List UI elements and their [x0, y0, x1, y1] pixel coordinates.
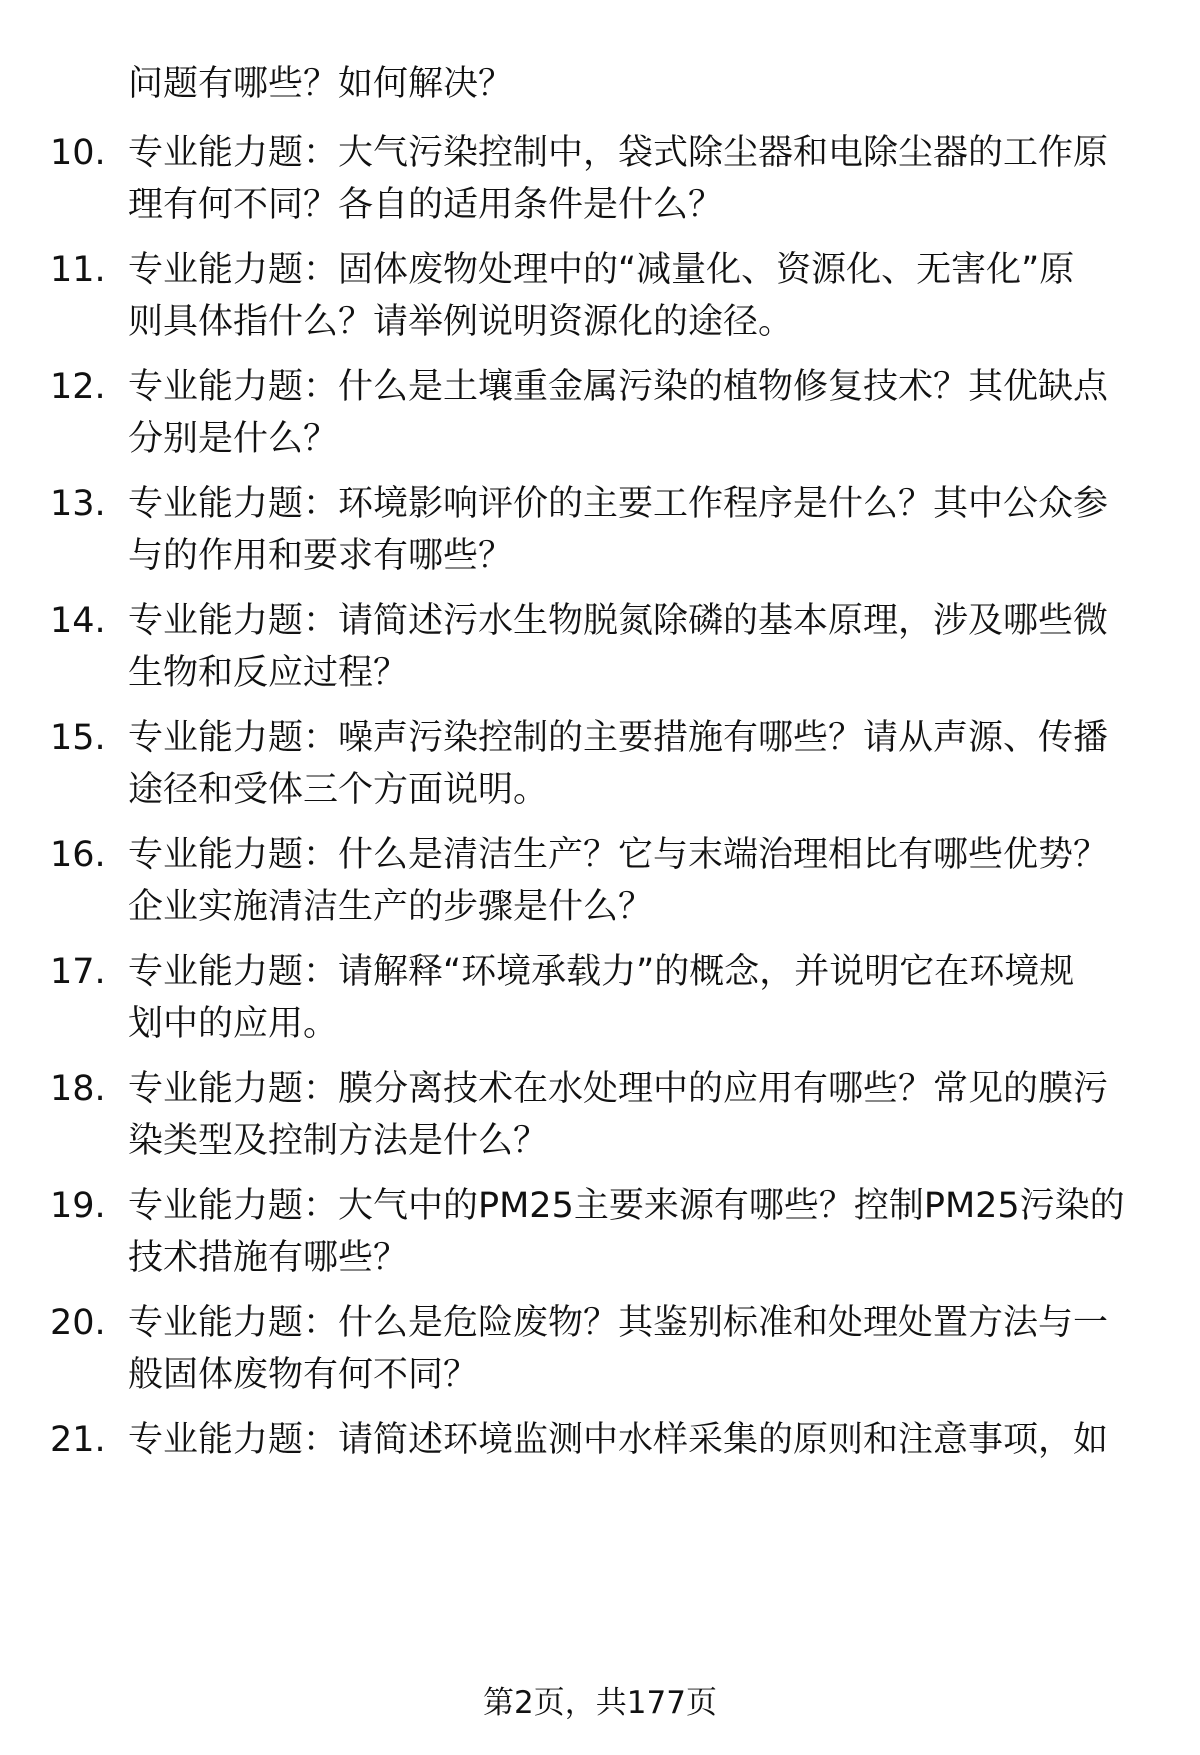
question-text-line-1: 专业能力题：膜分离技术在水处理中的应用有哪些？常见的膜污	[128, 1069, 1109, 1109]
question-number: 12.	[50, 367, 106, 407]
question-text-line-2: 生物和反应过程？	[128, 653, 409, 693]
question-text-line-2: 分别是什么？	[128, 419, 339, 459]
question-text-line-2: 企业实施清洁生产的步骤是什么？	[128, 887, 654, 927]
question-number: 16.	[50, 835, 106, 875]
question-number: 21.	[50, 1420, 106, 1460]
question-text-line-1: 专业能力题：固体废物处理中的“减量化、资源化、无害化”原	[128, 250, 1075, 290]
question-number: 10.	[50, 133, 106, 173]
question-text-line-1: 专业能力题：请解释“环境承载力”的概念，并说明它在环境规	[128, 952, 1075, 992]
question-text-line-2: 技术措施有哪些？	[128, 1238, 409, 1278]
question-text-line-2: 般固体废物有何不同？	[128, 1355, 479, 1395]
question-number: 19.	[50, 1186, 106, 1226]
question-number: 11.	[50, 250, 106, 290]
question-number: 18.	[50, 1069, 106, 1109]
question-text-line-2: 途径和受体三个方面说明。	[128, 770, 549, 810]
question-text-line-1: 专业能力题：什么是危险废物？其鉴别标准和处理处置方法与一	[128, 1303, 1109, 1343]
question-number: 13.	[50, 484, 106, 524]
continuation-line: 问题有哪些？如何解决？	[128, 64, 514, 104]
page-footer: 第2页，共177页	[483, 1685, 717, 1721]
question-number: 20.	[50, 1303, 106, 1343]
question-text-line-2: 划中的应用。	[128, 1004, 339, 1044]
question-text-line-1: 专业能力题：大气中的PM25主要来源有哪些？控制PM25污染的	[128, 1186, 1125, 1226]
question-text-line-2: 理有何不同？各自的适用条件是什么？	[128, 185, 724, 225]
question-number: 17.	[50, 952, 106, 992]
question-text-line-1: 专业能力题：请简述污水生物脱氮除磷的基本原理，涉及哪些微	[128, 601, 1109, 641]
question-text-line-2: 则具体指什么？请举例说明资源化的途径。	[128, 302, 794, 342]
question-text-line-1: 专业能力题：噪声污染控制的主要措施有哪些？请从声源、传播	[128, 718, 1109, 758]
question-text-line-1: 专业能力题：什么是土壤重金属污染的植物修复技术？其优缺点	[128, 367, 1109, 407]
question-text-line-1: 专业能力题：请简述环境监测中水样采集的原则和注意事项，如	[128, 1420, 1109, 1460]
question-text-line-2: 与的作用和要求有哪些？	[128, 536, 514, 576]
question-text-line-1: 专业能力题：什么是清洁生产？它与末端治理相比有哪些优势？	[128, 835, 1109, 875]
question-number: 14.	[50, 601, 106, 641]
question-text-line-1: 专业能力题：大气污染控制中，袋式除尘器和电除尘器的工作原	[128, 133, 1109, 173]
question-text-line-2: 染类型及控制方法是什么？	[128, 1121, 549, 1161]
question-text-line-1: 专业能力题：环境影响评价的主要工作程序是什么？其中公众参	[128, 484, 1109, 524]
question-number: 15.	[50, 718, 106, 758]
